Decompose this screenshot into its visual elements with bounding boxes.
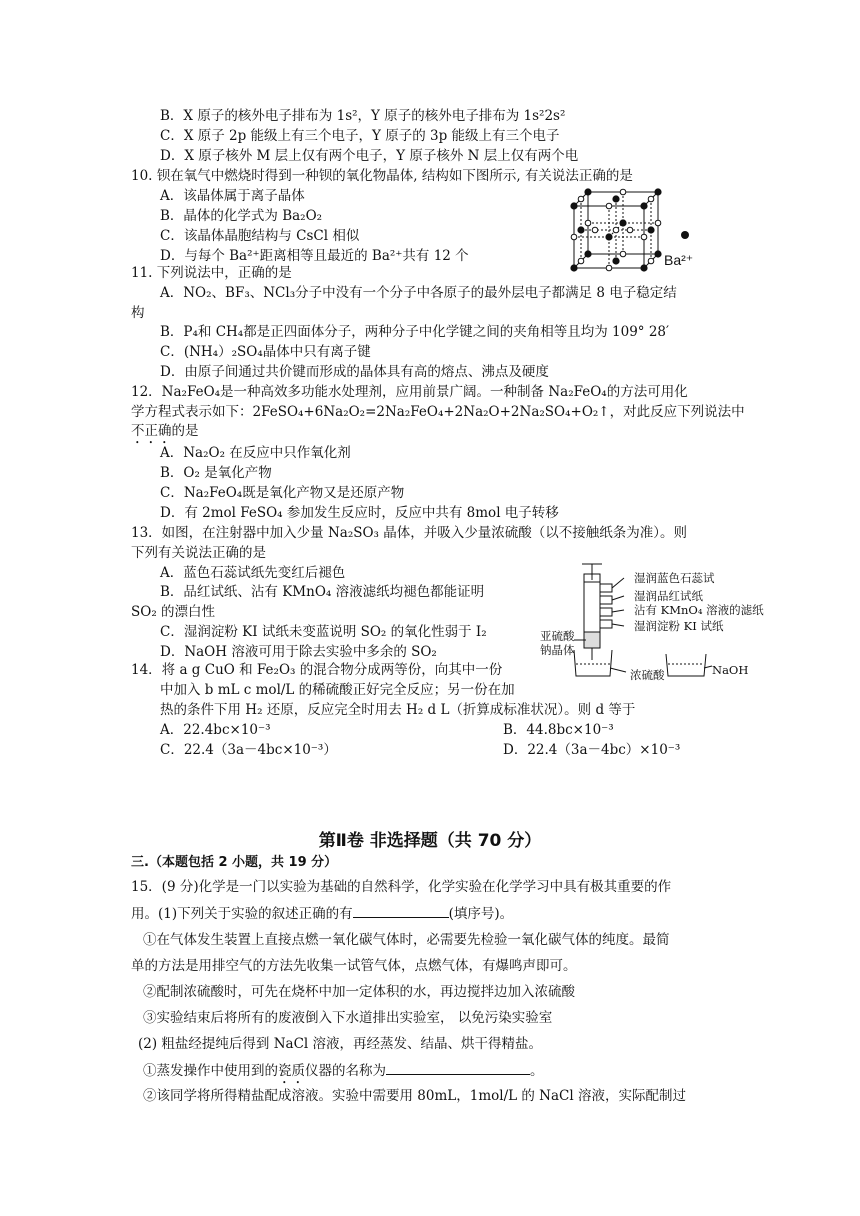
q15-solution-question: ②该同学将所得精盐配成溶液。实验中需要用 80mL，1mol/L 的 NaCl 溶液，实际配制过: [143, 1088, 686, 1104]
q14-stem-line2: 中加入 b mL c mol/L 的稀硫酸正好完全反应；另一份在加: [160, 682, 515, 698]
label-litmus-paper: 湿润蓝色石蕊试: [634, 571, 715, 585]
q13-option-c: C．湿润淀粉 KI 试纸未变蓝说明 SO₂ 的氧化性弱于 I₂: [160, 624, 487, 640]
q12-stem-line2: 学方程式表示如下：2FeSO₄+6Na₂O₂=2Na₂FeO₄+2Na₂O+2Na₂SO₄+O₂↑，对此反应下列说法中: [131, 404, 745, 420]
label-naoh: NaOH: [712, 663, 749, 677]
q15-part1-text: 用。(1)下列关于实验的叙述正确的有: [131, 906, 353, 922]
q15-part1-tail: (填序号)。: [448, 906, 514, 922]
q14-option-c: C．22.4（3a－4bc×10⁻³）: [160, 742, 337, 758]
q13-option-b-cont: SO₂ 的漂白性: [131, 604, 216, 620]
q10-option-a: A．该晶体属于离子晶体: [160, 188, 305, 204]
q12-option-a: A．Na₂O₂ 在反应中只作氧化剂: [160, 445, 351, 461]
label-sulfite-line1: 亚硫酸: [540, 629, 575, 643]
q11-option-c: C．(NH₄）₂SO₄晶体中只有离子键: [160, 344, 371, 360]
q12-option-b: B．O₂ 是氧化产物: [160, 465, 272, 481]
q13-option-d: D．NaOH 溶液可用于除去实验中多余的 SO₂: [160, 644, 437, 660]
label-magenta-paper: 湿润品红试纸: [634, 589, 703, 603]
q10-option-c: C．该晶体晶胞结构与 CsCl 相似: [160, 228, 360, 244]
ba-legend-label: Ba²⁺: [664, 252, 694, 268]
q12-option-c: C．Na₂FeO₄既是氧化产物又是还原产物: [160, 485, 405, 501]
q12-emphasis-text: 不正确: [131, 423, 172, 439]
q15-answer-blank-2[interactable]: [386, 1060, 530, 1075]
q10-option-d: D．与每个 Ba²⁺距离相等且最近的 Ba²⁺共有 12 个: [160, 248, 469, 264]
q11-option-d: D．由原子间通过共价键而形成的晶体具有高的熔点、沸点及硬度: [160, 364, 549, 380]
q14-stem-line1: 14．将 a g CuO 和 Fe₂O₃ 的混合物分成两等份，向其中一份: [131, 662, 503, 678]
q15-evap-text: ①蒸发操作中使用到的: [143, 1063, 278, 1079]
q11-option-b: B．P₄和 CH₄都是正四面体分子，两种分子中化学键之间的夹角相等且均为 109° 28′: [160, 324, 670, 340]
q14-option-a: A．22.4bc×10⁻³: [160, 722, 271, 738]
q13-stem-line1: 13．如图，在注射器中加入少量 Na₂SO₃ 晶体，并吸入少量浓硫酸（以不接触纸条为准）。则: [131, 525, 688, 541]
q10-stem: 10. 钡在氧气中燃烧时得到一种钡的氧化物晶体, 结构如下图所示, 有关说法正确的是: [131, 168, 633, 184]
q14-stem-line3: 热的条件下用 H₂ 还原，反应完全时用去 H₂ d L（折算成标准状况）。则 d 等于: [160, 702, 636, 718]
q12-stem-tail: 的是: [171, 423, 199, 439]
q14-option-b: B．44.8bc×10⁻³: [503, 722, 614, 738]
q11-stem: 11. 下列说法中，正确的是: [131, 265, 292, 281]
q13-option-a: A．蓝色石蕊试纸先变红后褪色: [160, 565, 346, 581]
q11-option-a-cont: 构: [131, 305, 145, 321]
q15-emphasis-porcelain: 瓷质: [278, 1063, 305, 1079]
q15-evap-text-2: 仪器的名称为: [305, 1063, 386, 1079]
ba-legend-dot-icon: [680, 230, 690, 240]
q15-answer-blank-1[interactable]: [353, 903, 449, 918]
q14-option-d: D．22.4（3a－4bc）×10⁻³: [503, 742, 681, 758]
q15-evap-tail: 。: [530, 1063, 544, 1079]
label-conc-sulfuric-acid: 浓硫酸: [630, 668, 665, 682]
q15-statement-1-cont: 单的方法是用排空气的方法先收集一试管气体，点燃气体，有爆鸣声即可。: [131, 958, 577, 974]
q11-option-a: A．NO₂、BF₃、NCl₃分子中没有一个分子中各原子的最外层电子都满足 8 电子稳定结: [160, 285, 677, 301]
q15-statement-2: ②配制浓硫酸时，可先在烧杯中加一定体积的水，再边搅拌边加入浓硫酸: [143, 984, 575, 1000]
q15-statement-1: ①在气体发生装置上直接点燃一氧化碳气体时，必需要先检验一氧化碳气体的纯度。最简: [143, 932, 670, 948]
q15-statement-3: ③实验结束后将所有的废液倒入下水道排出实验室， 以免污染实验室: [143, 1010, 553, 1026]
part-two-title: 第Ⅱ卷 非选择题（共 70 分）: [318, 831, 542, 851]
crystal-structure-figure: [566, 188, 666, 276]
q10-option-b: B．晶体的化学式为 Ba₂O₂: [160, 208, 323, 224]
q9-option-b: B．X 原子的核外电子排布为 1s²，Y 原子的核外电子排布为 1s²2s²: [160, 108, 566, 124]
q12-stem-line1: 12．Na₂FeO₄是一种高效多功能水处理剂，应用前景广阔。一种制备 Na₂FeO₄的方法可用化: [131, 384, 688, 400]
q13-option-b: B．品红试纸、沾有 KMnO₄ 溶液滤纸均褪色都能证明: [160, 584, 485, 600]
q15-evaporation-question: [143, 1060, 544, 1087]
q12-option-d: D．有 2mol FeSO₄ 参加发生反应时，反应中共有 8mol 电子转移: [160, 505, 559, 521]
section-three-heading: 三.（本题包括 2 小题，共 19 分）: [131, 855, 338, 870]
label-kmno4-paper: 沾有 KMnO₄ 溶液的滤纸: [634, 603, 764, 617]
q9-option-d: D．X 原子核外 M 层上仅有两个电子，Y 原子核外 N 层上仅有两个电: [160, 148, 579, 164]
label-ki-paper: 湿润淀粉 KI 试纸: [634, 619, 724, 633]
q15-stem-line2: [131, 903, 513, 924]
q9-option-c: C．X 原子 2p 能级上有三个电子，Y 原子的 3p 能级上有三个电子: [160, 128, 560, 144]
q15-part2-stem: (2) 粗盐经提纯后得到 NaCl 溶液，再经蒸发、结晶、烘干得精盐。: [138, 1036, 543, 1052]
q15-stem-line1: 15．(9 分)化学是一门以实验为基础的自然科学，化学实验在化学学习中具有极其重要的作: [131, 879, 672, 895]
label-sulfite-line2: 钠晶体: [540, 643, 575, 657]
q13-stem-line2: 下列有关说法正确的是: [131, 545, 266, 561]
